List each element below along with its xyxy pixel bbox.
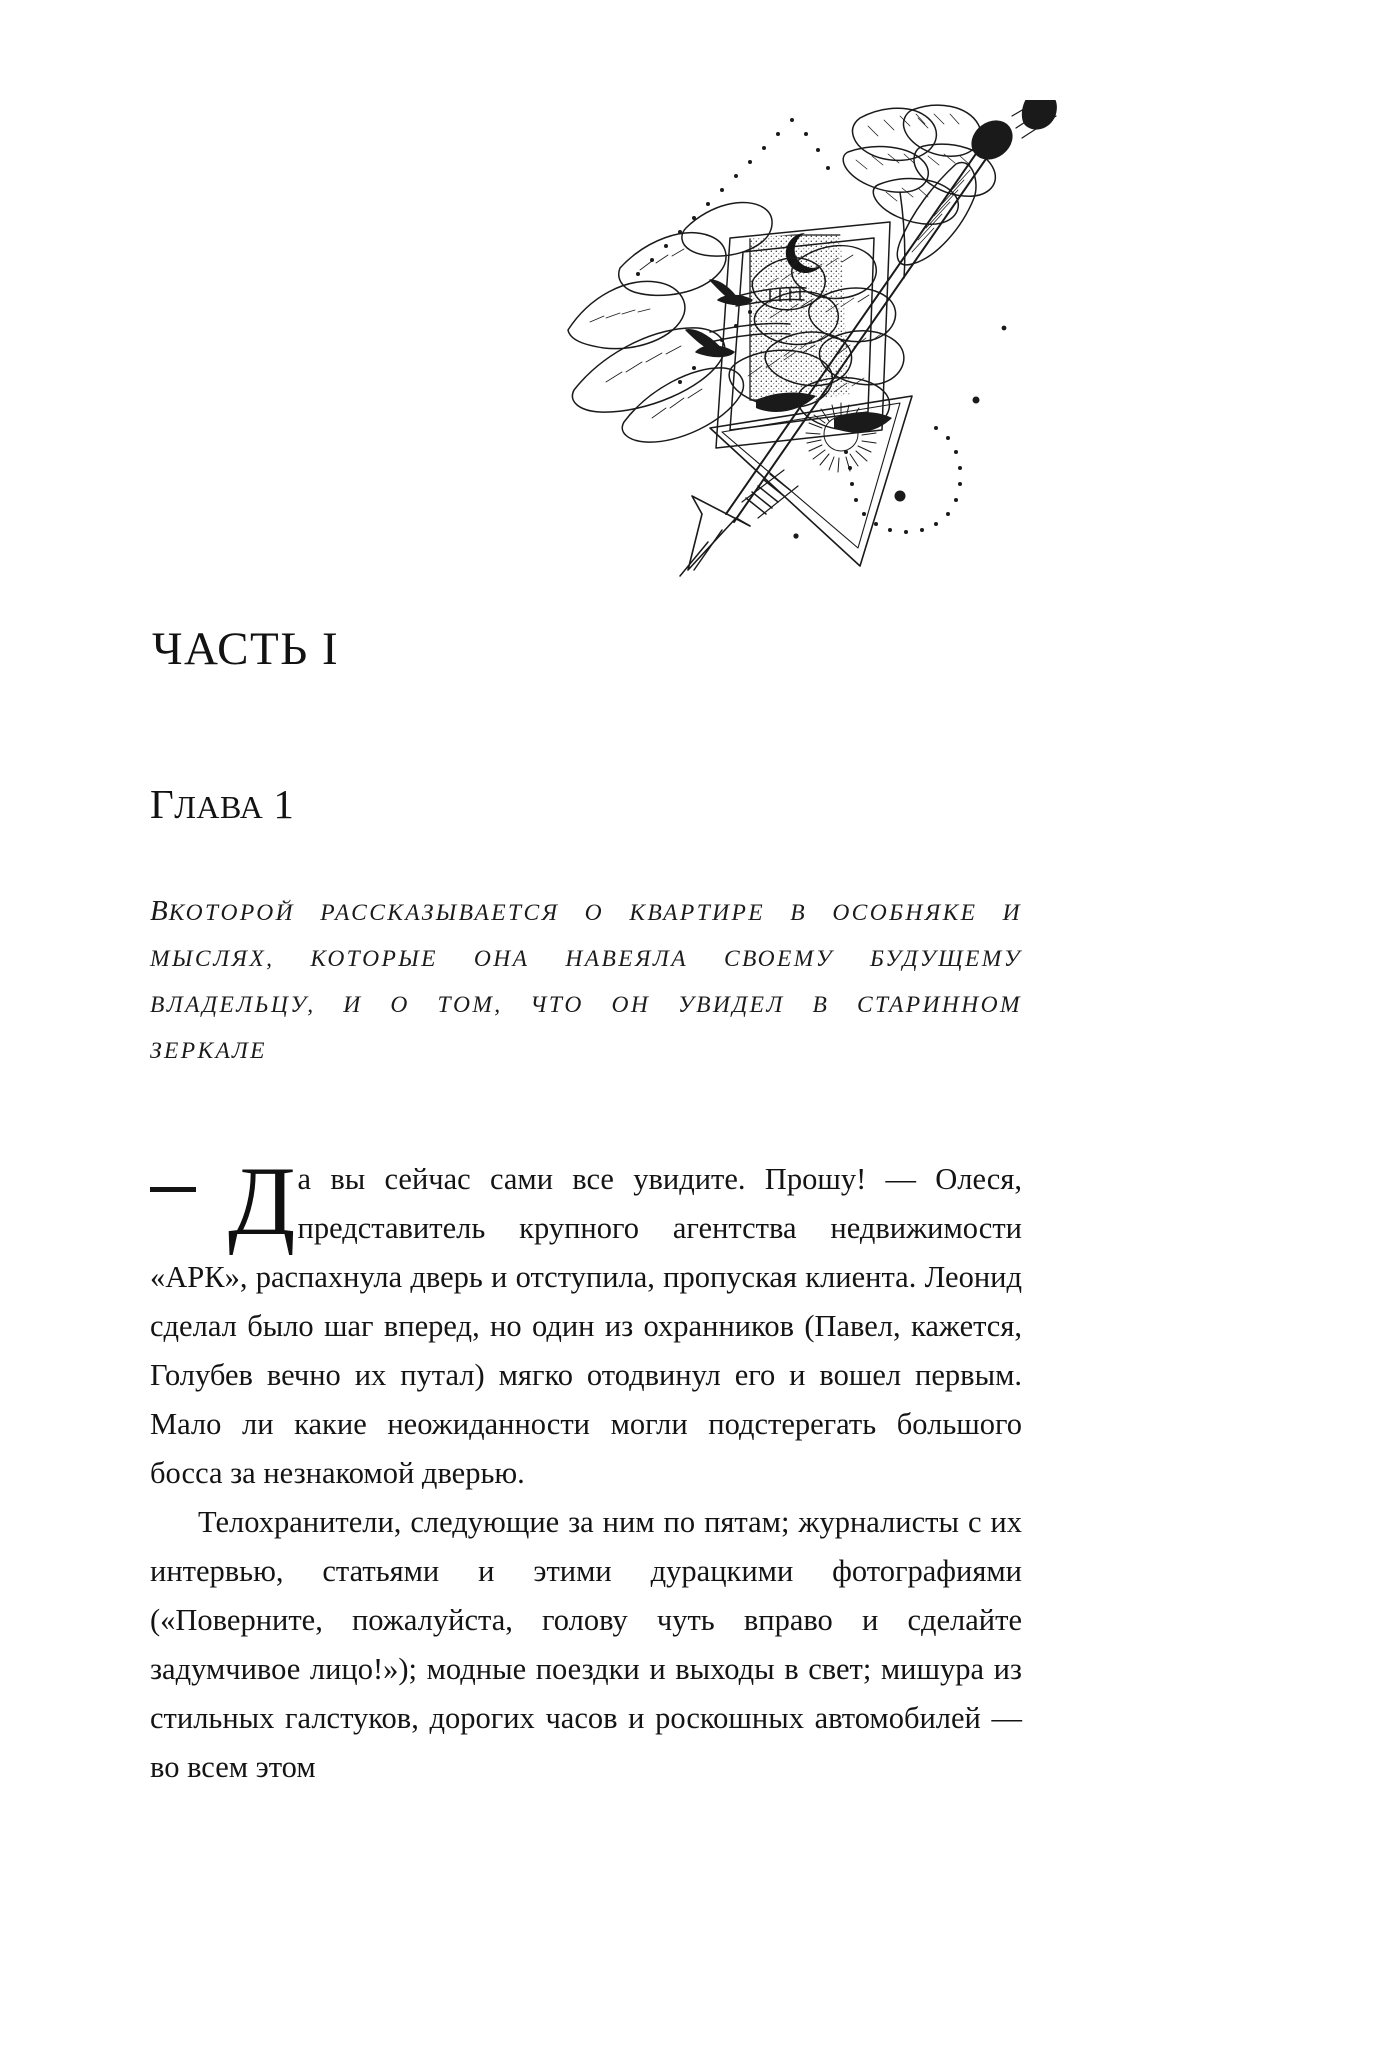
epigraph-lead-letter: В (150, 895, 169, 927)
chapter-number: 1 (273, 781, 295, 827)
chapter-title (150, 780, 294, 828)
body-text (150, 1147, 1022, 1792)
chapter-title-rest: ЛАВА (174, 790, 264, 825)
em-dash-mark (150, 1187, 196, 1192)
drop-cap: Д (228, 1147, 296, 1256)
paragraph-2 (150, 1498, 1022, 1792)
part-title: ЧАСТЬ I (152, 623, 340, 675)
epigraph-text: КОТОРОЙ РАССКАЗЫВАЕТСЯ О КВАРТИРЕ В ОСОБНЯКЕ И МЫСЛЯХ, КОТОРЫЕ ОНА НАВЕЯЛА СВОЕМУ БУДУЩЕМУ ВЛАДЕЛЬЦУ, И О ТОМ, ЧТО ОН УВИДЕЛ В СТАРИННОМ ЗЕРКАЛЕ (150, 900, 1022, 1064)
chapter-epigraph (150, 888, 1022, 1074)
paragraph-1 (150, 1147, 1022, 1498)
botanical-geometric-illustration (560, 100, 1060, 580)
chapter-title-first-letter: Г (150, 781, 175, 827)
paragraph-2-text: Телохранители, следующие за ним по пятам; журналисты с их интервью, статьями и этими дурацкими фотографиями («Поверните, пожалуйста, голову чуть вправо и сделайте задумчивое лицо!»); модные поездки и выходы в свет; мишура из стильных галстуков, дорогих часов и роскошных автомобилей — во всем этом (150, 1505, 1022, 1784)
paragraph-1-text: а вы сейчас сами все увидите. Прошу! — Олеся, представитель крупного агентства недвижимости «АРК», распахнула дверь и отступила, пропуская клиента. Леонид сделал было шаг вперед, но один из охранников (Павел, кажется, Голубев вечно их путал) мягко отодвинул его и вошел первым. Мало ли какие неожиданности могли подстерегать большого босса за незнакомой дверью. (150, 1162, 1022, 1490)
